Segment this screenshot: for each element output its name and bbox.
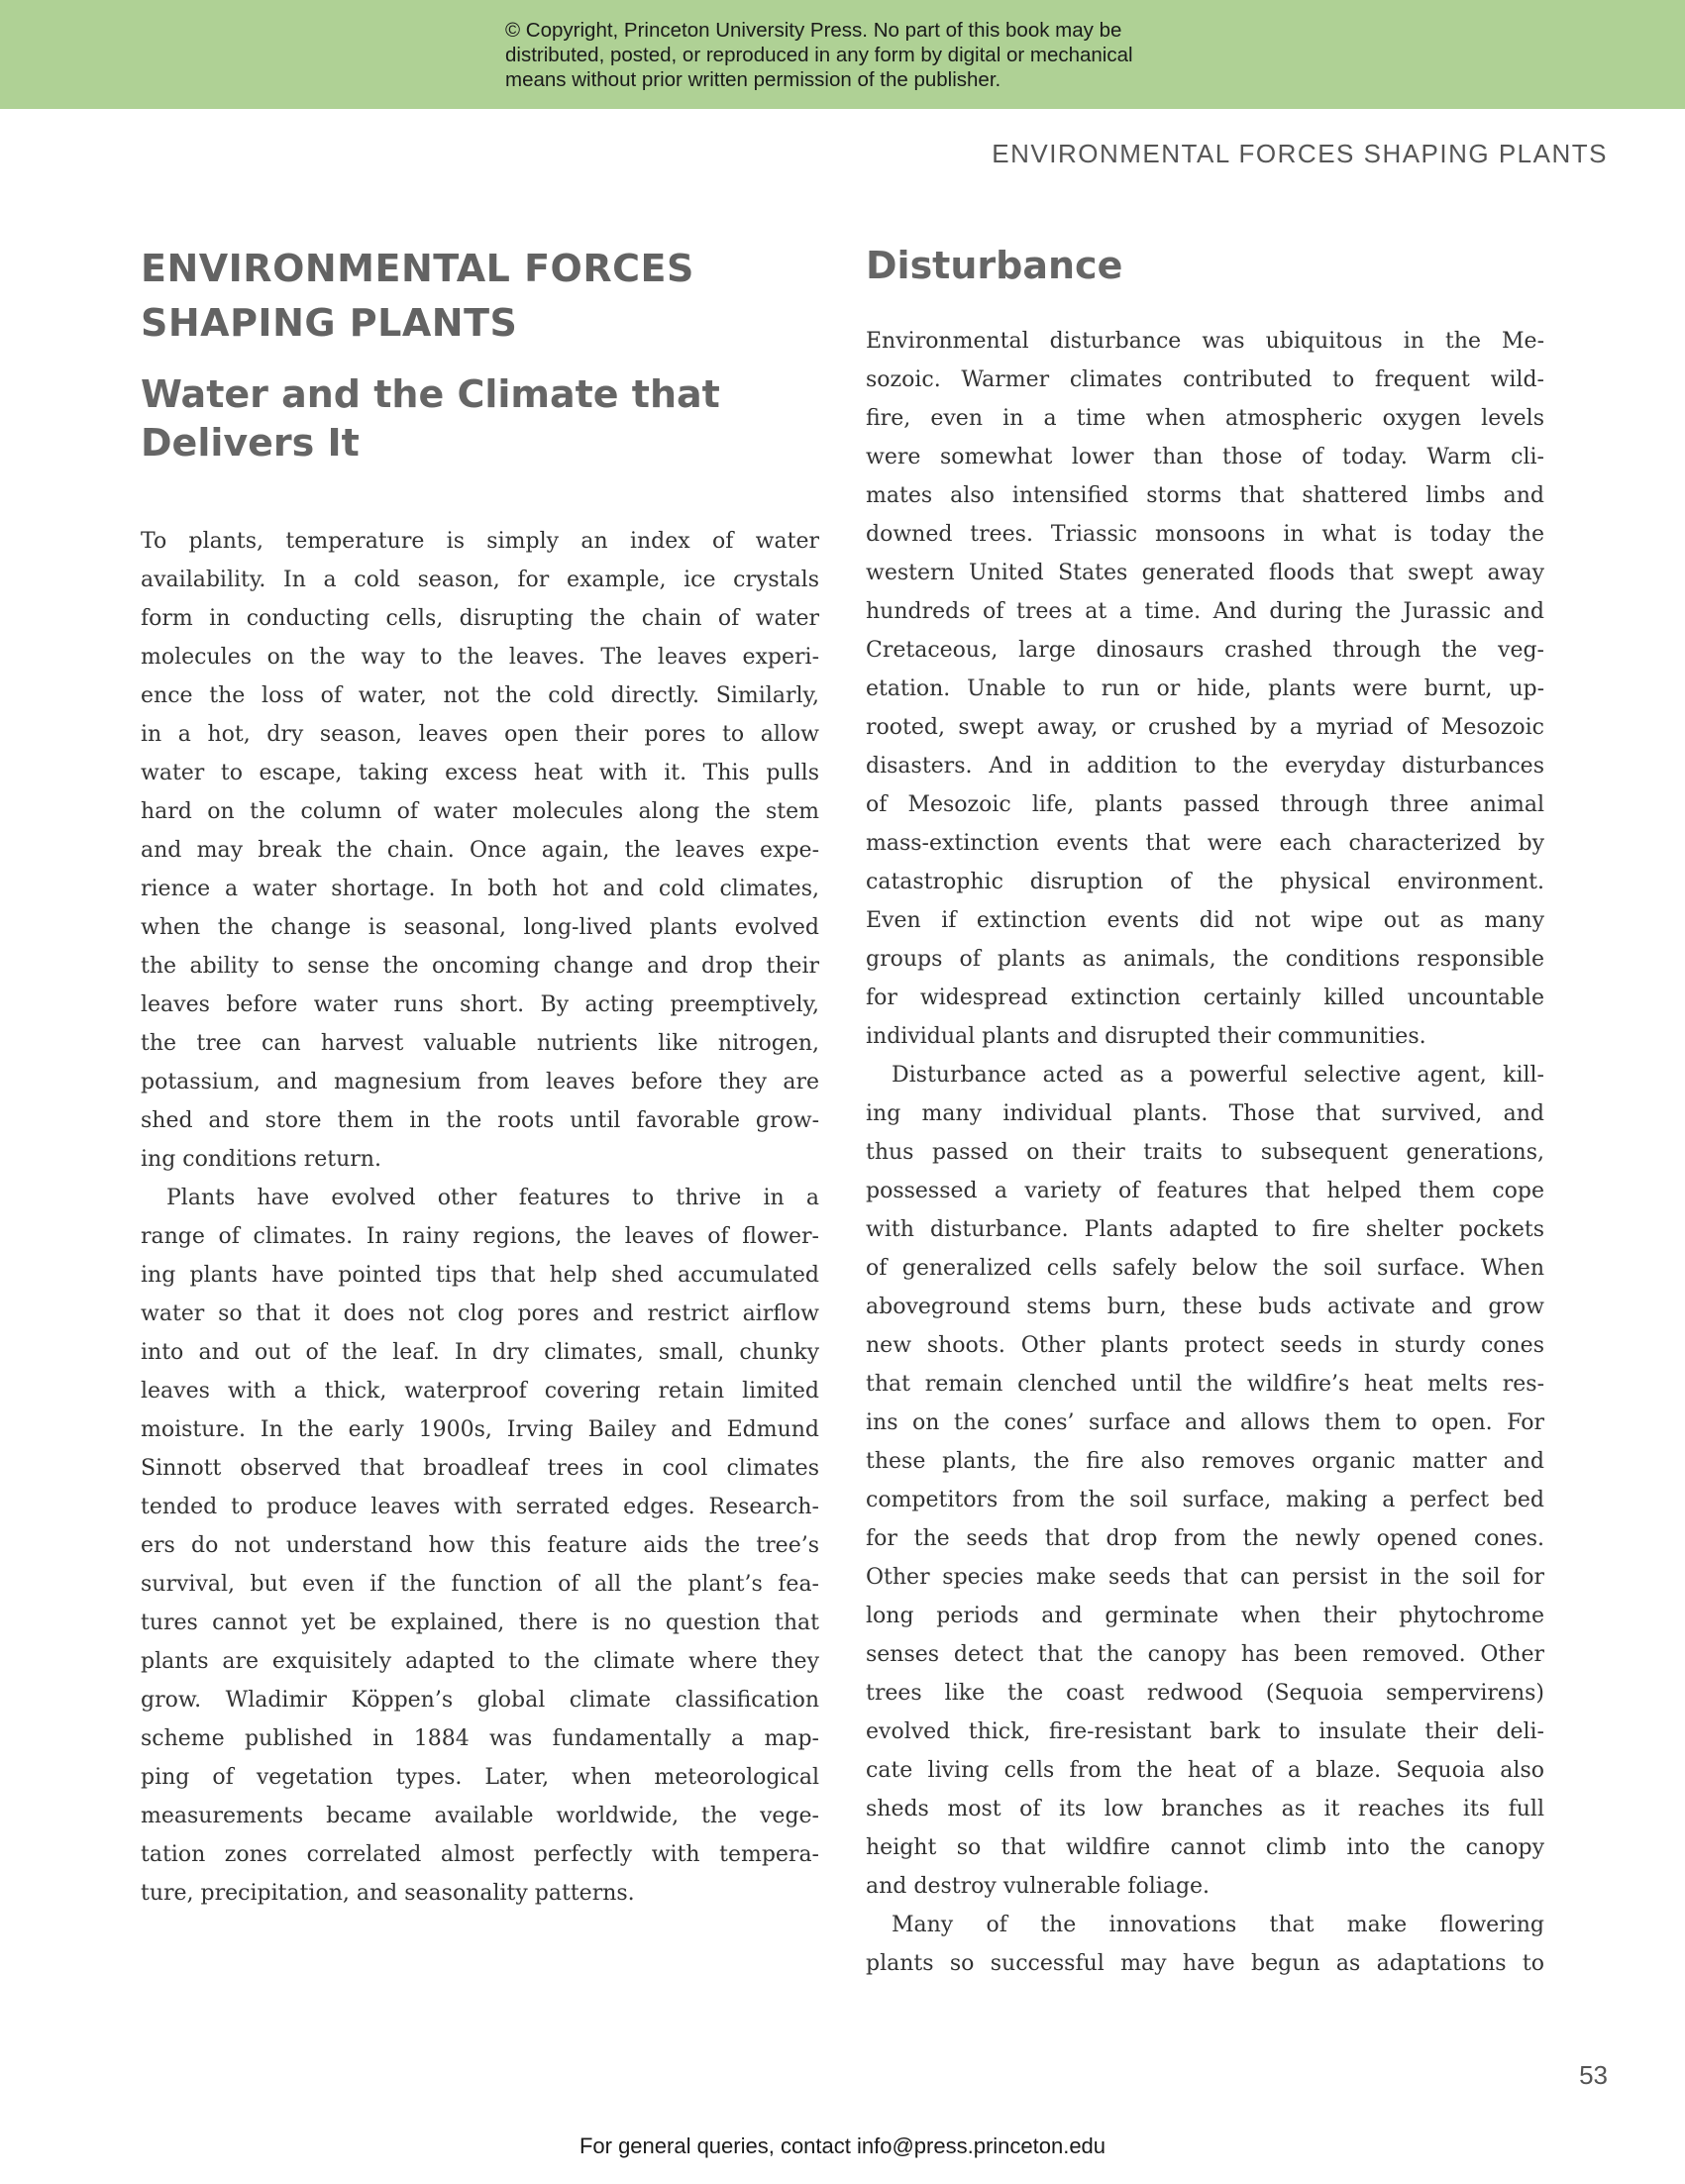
text-line: sozoic. Warmer climates contributed to frequent wild- <box>866 367 1544 392</box>
text-line: senses detect that the canopy has been removed. Other <box>866 1642 1544 1667</box>
text-line: when the change is seasonal, long-lived plants evolved <box>141 915 819 940</box>
text-line: of Mesozoic life, plants passed through three animal <box>866 792 1544 817</box>
text-line: plants are exquisitely adapted to the climate where they <box>141 1649 819 1674</box>
text-line: trees like the coast redwood (Sequoia sempervirens) <box>866 1681 1544 1706</box>
text-line: height so that wildfire cannot climb into the canopy <box>866 1835 1544 1860</box>
text-line: tended to produce leaves with serrated edges. Research- <box>141 1495 819 1519</box>
section-title-disturbance: Disturbance <box>866 244 1123 287</box>
text-line: and destroy vulnerable foliage. <box>866 1874 1211 1899</box>
section-title-water <box>141 370 819 468</box>
text-line: individual plants and disrupted their communities. <box>866 1024 1426 1049</box>
text-line: the tree can harvest valuable nutrients like nitrogen, <box>141 1031 819 1056</box>
paragraph-disturbance-1 <box>866 322 1544 1056</box>
text-line: of generalized cells safely below the soil surface. When <box>866 1256 1544 1281</box>
section-title-line: Water and the Climate that <box>141 372 720 416</box>
copyright-notice <box>505 18 1258 92</box>
text-line: Disturbance acted as a powerful selective agent, kill- <box>892 1063 1544 1088</box>
text-line: ing conditions return. <box>141 1147 381 1172</box>
text-line: range of climates. In rainy regions, the leaves of flower- <box>141 1224 819 1249</box>
text-line: sheds most of its low branches as it reaches its full <box>866 1797 1544 1821</box>
text-line: ing many individual plants. Those that survived, and <box>866 1101 1544 1126</box>
text-line: for widespread extinction certainly killed uncountable <box>866 986 1544 1010</box>
text-line: Sinnott observed that broadleaf trees in cool climates <box>141 1456 819 1481</box>
text-line: tation zones correlated almost perfectly with tempera- <box>141 1842 819 1867</box>
section-title-line: Delivers It <box>141 421 360 465</box>
text-line: etation. Unable to run or hide, plants were burnt, up- <box>866 676 1544 701</box>
text-line: shed and store them in the roots until favorable grow- <box>141 1108 819 1133</box>
text-line: leaves before water runs short. By acting preemptively, <box>141 992 819 1017</box>
copyright-line: distributed, posted, or reproduced in any form by digital or mechanical <box>505 44 1133 66</box>
text-line: were somewhat lower than those of today. Warm cli- <box>866 445 1544 469</box>
text-line: potassium, and magnesium from leaves before they are <box>141 1070 819 1094</box>
text-line: hard on the column of water molecules along the stem <box>141 799 819 824</box>
text-line: disasters. And in addition to the everyday disturbances <box>866 754 1544 779</box>
text-line: Even if extinction events did not wipe out as many <box>866 908 1544 933</box>
chapter-title <box>141 242 819 351</box>
footer-contact: For general queries, contact info@press.princeton.edu <box>579 2133 1106 2158</box>
text-line: for the seeds that drop from the newly opened cones. <box>866 1526 1544 1551</box>
text-line: ins on the cones’ surface and allows them to open. For <box>866 1410 1544 1435</box>
text-line: To plants, temperature is simply an index of water <box>141 529 819 554</box>
text-line: moisture. In the early 1900s, Irving Bailey and Edmund <box>141 1417 819 1442</box>
text-line: availability. In a cold season, for example, ice crystals <box>141 568 819 592</box>
text-line: survival, but even if the function of all the plant’s fea- <box>141 1572 819 1597</box>
text-line: into and out of the leaf. In dry climates, small, chunky <box>141 1340 819 1365</box>
text-line: mates also intensified storms that shattered limbs and <box>866 483 1544 508</box>
running-head: ENVIRONMENTAL FORCES SHAPING PLANTS <box>992 139 1608 168</box>
text-line: Many of the innovations that make flowering <box>892 1913 1544 1937</box>
text-line: evolved thick, fire-resistant bark to insulate their deli- <box>866 1719 1544 1744</box>
copyright-line: means without prior written permission of the publisher. <box>505 68 1001 91</box>
text-line: groups of plants as animals, the conditions responsible <box>866 947 1544 972</box>
text-line: Cretaceous, large dinosaurs crashed through the veg- <box>866 638 1544 663</box>
page-number: 53 <box>1579 2060 1608 2090</box>
left-column <box>141 242 819 1913</box>
text-line: downed trees. Triassic monsoons in what is today the <box>866 522 1544 547</box>
text-line: possessed a variety of features that helped them cope <box>866 1179 1544 1203</box>
text-line: in a hot, dry season, leaves open their pores to allow <box>141 722 819 747</box>
text-line: rience a water shortage. In both hot and cold climates, <box>141 877 819 901</box>
paragraph-disturbance-3 <box>866 1906 1544 1983</box>
copyright-banner <box>0 0 1685 109</box>
text-line: rooted, swept away, or crushed by a myriad of Mesozoic <box>866 715 1544 740</box>
text-line: these plants, the fire also removes organic matter and <box>866 1449 1544 1474</box>
text-line: ing plants have pointed tips that help shed accumulated <box>141 1263 819 1288</box>
text-line: scheme published in 1884 was fundamentally a map- <box>141 1726 819 1751</box>
text-line: new shoots. Other plants protect seeds in sturdy cones <box>866 1333 1544 1358</box>
text-line: aboveground stems burn, these buds activate and grow <box>866 1295 1544 1319</box>
text-line: ture, precipitation, and seasonality patterns. <box>141 1881 635 1906</box>
text-line: measurements became available worldwide, the vege- <box>141 1804 819 1828</box>
text-line: grow. Wladimir Köppen’s global climate classification <box>141 1688 819 1713</box>
text-line: western United States generated floods that swept away <box>866 561 1544 585</box>
right-column <box>866 242 1544 1983</box>
text-line: that remain clenched until the wildfire’s heat melts res- <box>866 1372 1544 1397</box>
text-line: fire, even in a time when atmospheric oxygen levels <box>866 406 1544 431</box>
text-line: Environmental disturbance was ubiquitous in the Me- <box>866 329 1544 354</box>
text-line: and may break the chain. Once again, the leaves expe- <box>141 838 819 863</box>
text-line: mass-extinction events that were each characterized by <box>866 831 1544 856</box>
text-line: cate living cells from the heat of a blaze. Sequoia also <box>866 1758 1544 1783</box>
text-line: hundreds of trees at a time. And during the Jurassic and <box>866 599 1544 624</box>
chapter-title-line: ENVIRONMENTAL FORCES <box>141 247 694 290</box>
copyright-line: © Copyright, Princeton University Press. No part of this book may be <box>505 19 1122 42</box>
text-line: thus passed on their traits to subsequent generations, <box>866 1140 1544 1165</box>
text-line: leaves with a thick, waterproof covering retain limited <box>141 1379 819 1404</box>
text-line: the ability to sense the oncoming change and drop their <box>141 954 819 979</box>
text-line: catastrophic disruption of the physical environment. <box>866 870 1544 894</box>
text-line: ping of vegetation types. Later, when meteorological <box>141 1765 819 1790</box>
text-line: long periods and germinate when their phytochrome <box>866 1604 1544 1628</box>
chapter-title-line: SHAPING PLANTS <box>141 301 518 345</box>
text-line: ers do not understand how this feature aids the tree’s <box>141 1533 819 1558</box>
text-line: ence the loss of water, not the cold directly. Similarly, <box>141 683 819 708</box>
paragraph-water-1 <box>141 522 819 1179</box>
text-line: molecules on the way to the leaves. The leaves experi- <box>141 645 819 670</box>
text-line: tures cannot yet be explained, there is no question that <box>141 1611 819 1635</box>
text-line: Plants have evolved other features to thrive in a <box>166 1186 819 1210</box>
text-line: water so that it does not clog pores and restrict airflow <box>141 1301 819 1326</box>
paragraph-disturbance-2 <box>866 1056 1544 1906</box>
text-line: competitors from the soil surface, making a perfect bed <box>866 1488 1544 1512</box>
text-line: Other species make seeds that can persist in the soil for <box>866 1565 1544 1590</box>
text-line: water to escape, taking excess heat with it. This pulls <box>141 761 819 785</box>
text-line: with disturbance. Plants adapted to fire shelter pockets <box>866 1217 1544 1242</box>
paragraph-water-2 <box>141 1179 819 1913</box>
text-line: form in conducting cells, disrupting the chain of water <box>141 606 819 631</box>
text-line: plants so successful may have begun as adaptations to <box>866 1951 1544 1976</box>
